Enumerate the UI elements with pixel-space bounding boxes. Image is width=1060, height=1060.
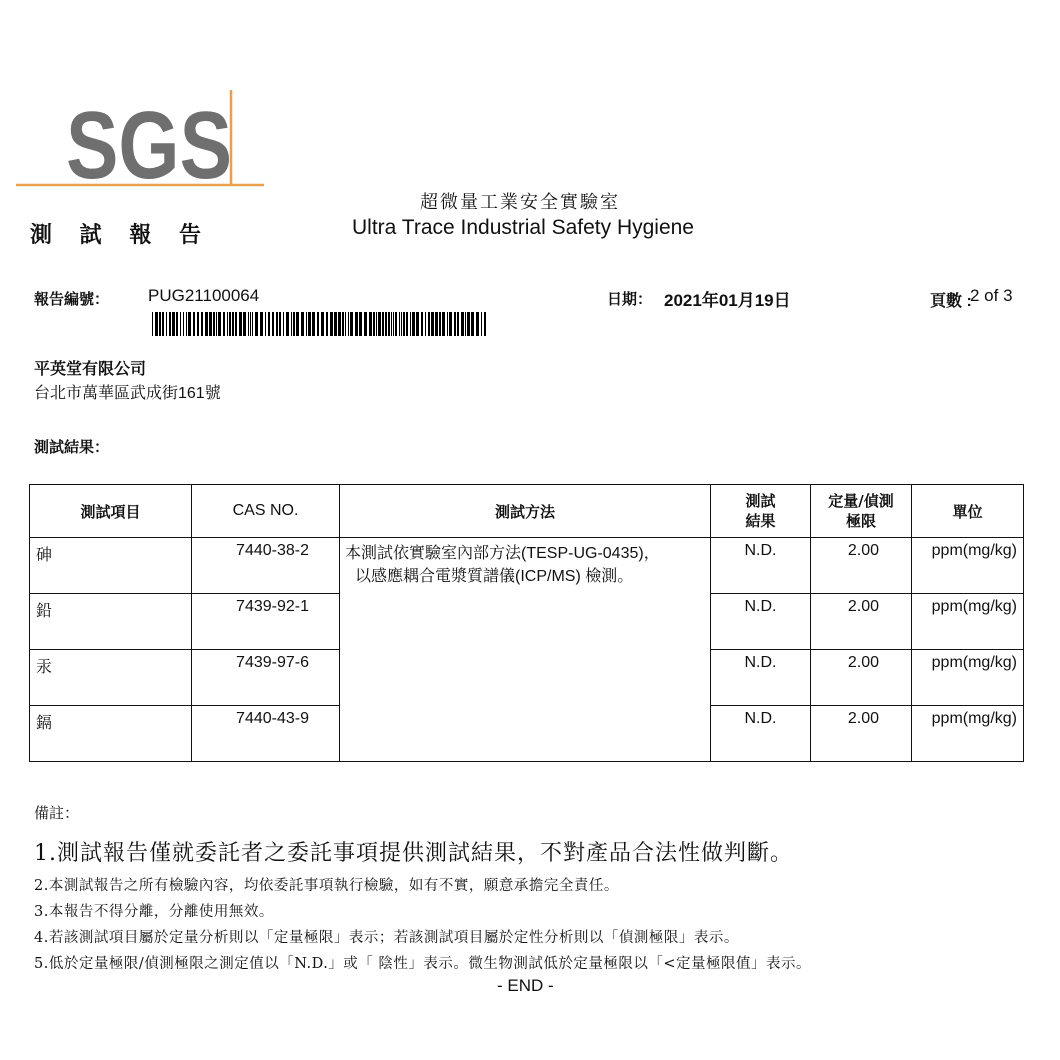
row-limit: 2.00 <box>811 594 912 650</box>
row-item: 砷 <box>30 538 192 594</box>
header-limit-line-1: 定量/偵測 <box>828 492 894 510</box>
sgs-logo <box>16 88 266 200</box>
report-date: 2021年01月19日 <box>664 291 791 310</box>
row-result: N.D. <box>711 594 811 650</box>
row-cas: 7439-92-1 <box>192 594 340 650</box>
header-result <box>711 485 811 538</box>
header-result-line-2: 結果 <box>745 512 776 530</box>
client-address: 台北市萬華區武成街161號 <box>34 385 221 402</box>
header-cas: CAS NO. <box>192 485 340 538</box>
row-item: 汞 <box>30 650 192 706</box>
barcode-graphic <box>152 312 488 336</box>
page-label: 頁數 : <box>930 293 972 310</box>
lab-name-cn: 超微量工業安全實驗室 <box>420 192 620 213</box>
row-cas: 7440-38-2 <box>192 538 340 594</box>
table-row <box>30 538 1024 594</box>
row-unit: ppm(mg/kg) <box>912 650 1024 706</box>
header-limit <box>811 485 912 538</box>
method-line-1: 本測試依實驗室內部方法(TESP-UG-0435)， <box>345 545 660 562</box>
header-result-line-1: 測試 <box>745 492 776 510</box>
row-result: N.D. <box>711 650 811 706</box>
row-cas: 7439-97-6 <box>192 650 340 706</box>
lab-name-en: Ultra Trace Industrial Safety Hygiene <box>352 216 694 239</box>
barcode <box>152 312 488 336</box>
header-item: 測試項目 <box>30 485 192 538</box>
method-cell <box>340 538 711 762</box>
row-limit: 2.00 <box>811 650 912 706</box>
note-item: 2.本測試報告之所有檢驗內容，均依委託事項執行檢驗，如有不實，願意承擔完全責任。 <box>34 878 619 894</box>
header-method: 測試方法 <box>340 485 711 538</box>
row-unit: ppm(mg/kg) <box>912 538 1024 594</box>
row-limit: 2.00 <box>811 538 912 594</box>
client-company: 平英堂有限公司 <box>34 361 147 378</box>
notes-label: 備註： <box>34 804 80 822</box>
note-item: 3.本報告不得分離，分離使用無效。 <box>34 904 274 920</box>
results-table <box>29 484 1024 762</box>
end-mark: - END - <box>497 976 554 995</box>
results-label: 測試結果： <box>34 438 110 456</box>
row-item: 鉛 <box>30 594 192 650</box>
header-unit: 單位 <box>912 485 1024 538</box>
row-unit: ppm(mg/kg) <box>912 594 1024 650</box>
table-header-row <box>30 485 1024 538</box>
note-item: 4.若該測試項目屬於定量分析則以「定量極限」表示；若該測試項目屬於定性分析則以「偵測極限」表示。 <box>34 930 739 946</box>
report-no: PUG21100064 <box>148 286 260 305</box>
sgs-logo-mark <box>16 88 266 200</box>
report-title: 測 試 報 告 <box>30 222 211 248</box>
header-limit-line-2: 極限 <box>845 512 876 530</box>
row-result: N.D. <box>711 538 811 594</box>
note-item: 5.低於定量極限/偵測極限之測定值以「N.D.」或「 陰性」表示。微生物測試低於定量極限以「<定量極限值」表示。 <box>34 956 812 972</box>
row-unit: ppm(mg/kg) <box>912 706 1024 762</box>
row-limit: 2.00 <box>811 706 912 762</box>
report-no-label: 報告編號： <box>34 290 110 308</box>
row-item: 鎘 <box>30 706 192 762</box>
row-cas: 7440-43-9 <box>192 706 340 762</box>
page-count: 2 of 3 <box>970 286 1013 305</box>
note-item: 1.測試報告僅就委託者之委託事項提供測試結果，不對產品合法性做判斷。 <box>34 841 793 866</box>
date-label: 日期： <box>607 291 653 308</box>
method-line-2: 以感應耦合電漿質譜儀(ICP/MS) 檢測。 <box>355 568 634 585</box>
svg-text:SGS: SGS <box>66 92 232 199</box>
row-result: N.D. <box>711 706 811 762</box>
